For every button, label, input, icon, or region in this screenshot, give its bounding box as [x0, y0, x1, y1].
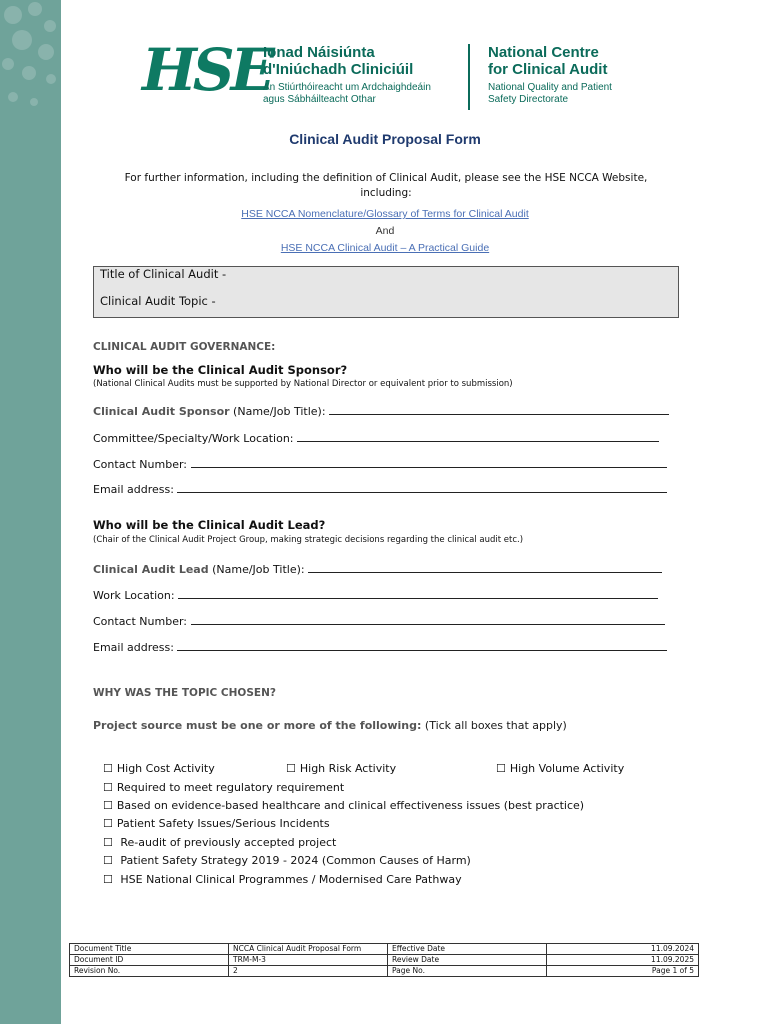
- org-irish-line1: Ionad Náisiúnta: [263, 44, 375, 61]
- decorative-dot: [8, 92, 18, 102]
- checkbox-label: High Risk Activity: [299, 762, 397, 775]
- fill-line: [297, 431, 659, 442]
- fill-line: [329, 404, 669, 415]
- checkbox-clinical-programmes[interactable]: [103, 873, 462, 886]
- governance-heading: CLINICAL AUDIT GOVERNANCE:: [93, 341, 276, 353]
- org-irish-line2: d'Iniúchadh Cliniciúil: [263, 61, 414, 78]
- intro-text: [100, 171, 672, 201]
- project-source-accent: Project source must be one or more of the following:: [93, 719, 422, 732]
- decorative-dot: [4, 6, 22, 24]
- lead-label-accent: Clinical Audit Lead: [93, 563, 209, 576]
- checkbox-icon: ☐: [103, 854, 113, 867]
- checkbox-label: HSE National Clinical Programmes / Modernised Care Pathway: [116, 873, 462, 886]
- sponsor-label-accent: Clinical Audit Sponsor: [93, 405, 230, 418]
- decorative-dot: [44, 20, 56, 32]
- table-cell: 11.09.2024: [547, 944, 699, 955]
- fill-line: [191, 614, 665, 625]
- sponsor-contact-field[interactable]: [93, 457, 667, 471]
- decorative-dot: [22, 66, 36, 80]
- table-cell: Page No.: [388, 966, 547, 977]
- table-row: [70, 955, 699, 966]
- lead-question: Who will be the Clinical Audit Lead?: [93, 518, 326, 532]
- page-header: [138, 38, 658, 118]
- committee-label: Committee/Specialty/Work Location:: [93, 432, 294, 445]
- org-irish-sub2: agus Sábháilteacht Othar: [263, 94, 376, 105]
- table-cell: Document Title: [70, 944, 229, 955]
- table-cell: NCCA Clinical Audit Proposal Form: [229, 944, 388, 955]
- sponsor-label-rest: (Name/Job Title):: [229, 405, 326, 418]
- sponsor-question: Who will be the Clinical Audit Sponsor?: [93, 363, 348, 377]
- hse-logo: [138, 36, 271, 110]
- checkbox-high-risk[interactable]: [286, 762, 396, 775]
- sponsor-name-field[interactable]: [93, 404, 669, 418]
- table-cell: Page 1 of 5: [547, 966, 699, 977]
- checkbox-evidence-based[interactable]: [103, 799, 584, 812]
- fill-line: [177, 482, 667, 493]
- checkbox-high-cost[interactable]: [103, 762, 215, 775]
- checkbox-icon: ☐: [103, 762, 113, 775]
- project-source-text: [93, 719, 567, 732]
- header-divider: [468, 44, 470, 110]
- checkbox-label: High Cost Activity: [116, 762, 215, 775]
- decorative-dot: [30, 98, 38, 106]
- table-cell: Document ID: [70, 955, 229, 966]
- project-source-rest: (Tick all boxes that apply): [421, 719, 567, 732]
- checkbox-label: Based on evidence-based healthcare and clinical effectiveness issues (best practice): [116, 799, 585, 812]
- intro-line2: including:: [360, 187, 412, 199]
- org-english-sub1: National Quality and Patient: [488, 82, 612, 93]
- audit-title-box[interactable]: [93, 266, 679, 318]
- fill-line: [178, 588, 658, 599]
- org-name-english: [488, 44, 612, 106]
- lead-contact-label: Contact Number:: [93, 615, 187, 628]
- checkbox-label: Re-audit of previously accepted project: [116, 836, 337, 849]
- checkbox-regulatory[interactable]: [103, 781, 344, 794]
- table-row: [70, 944, 699, 955]
- sponsor-email-field[interactable]: [93, 482, 667, 496]
- table-cell: Effective Date: [388, 944, 547, 955]
- intro-line1: For further information, including the definition of Clinical Audit, please see the HSE NCCA Website,: [124, 172, 648, 184]
- work-location-field[interactable]: [93, 588, 658, 602]
- lead-name-field[interactable]: [93, 562, 662, 576]
- org-english-sub2: Safety Directorate: [488, 94, 569, 105]
- and-text: And: [375, 225, 395, 237]
- org-irish-sub1: An Stiúrthóireacht um Ardchaighdeáin: [263, 82, 431, 93]
- table-cell: TRM-M-3: [229, 955, 388, 966]
- decorative-dot: [38, 44, 54, 60]
- contact-label: Contact Number:: [93, 458, 187, 471]
- checkbox-high-volume[interactable]: [496, 762, 624, 775]
- checkbox-icon: ☐: [286, 762, 296, 775]
- hse-logo-text: HSE: [142, 36, 271, 104]
- checkbox-icon: ☐: [103, 799, 113, 812]
- decorative-dot: [12, 30, 32, 50]
- checkbox-icon: ☐: [103, 781, 113, 794]
- table-cell: Review Date: [388, 955, 547, 966]
- topic-heading: WHY WAS THE TOPIC CHOSEN?: [93, 687, 276, 699]
- glossary-link[interactable]: HSE NCCA Nomenclature/Glossary of Terms for Clinical Audit: [241, 208, 529, 220]
- lead-label-rest: (Name/Job Title):: [208, 563, 305, 576]
- audit-title-label: Title of Clinical Audit -: [100, 267, 227, 281]
- org-name-irish: [263, 44, 431, 106]
- table-row: [70, 966, 699, 977]
- checkbox-label: Patient Safety Issues/Serious Incidents: [116, 817, 330, 830]
- practical-guide-link[interactable]: HSE NCCA Clinical Audit – A Practical Guide: [280, 242, 490, 254]
- table-cell: 2: [229, 966, 388, 977]
- fill-line: [191, 457, 667, 468]
- lead-note: (Chair of the Clinical Audit Project Group, making strategic decisions regarding the clinical audit etc.): [93, 535, 524, 545]
- decorative-dot: [28, 2, 42, 16]
- table-cell: 11.09.2025: [547, 955, 699, 966]
- committee-field[interactable]: [93, 431, 659, 445]
- checkbox-icon: ☐: [103, 836, 113, 849]
- checkbox-label: High Volume Activity: [509, 762, 625, 775]
- email-label: Email address:: [93, 483, 174, 496]
- sponsor-note: (National Clinical Audits must be supported by National Director or equivalent prior to submission): [93, 379, 513, 389]
- checkbox-icon: ☐: [496, 762, 506, 775]
- table-cell: Revision No.: [70, 966, 229, 977]
- document-control-table: [69, 943, 699, 977]
- checkbox-icon: ☐: [103, 817, 113, 830]
- checkbox-icon: ☐: [103, 873, 113, 886]
- form-title: Clinical Audit Proposal Form: [289, 131, 481, 147]
- fill-line: [177, 640, 667, 651]
- lead-email-field[interactable]: [93, 640, 667, 654]
- fill-line: [308, 562, 662, 573]
- checkbox-patient-safety[interactable]: [103, 817, 330, 830]
- decorative-side-band: [0, 0, 61, 1024]
- work-location-label: Work Location:: [93, 589, 175, 602]
- lead-email-label: Email address:: [93, 641, 174, 654]
- lead-contact-field[interactable]: [93, 614, 665, 628]
- checkbox-label: Patient Safety Strategy 2019 - 2024 (Common Causes of Harm): [116, 854, 471, 867]
- decorative-dot: [46, 74, 56, 84]
- decorative-dot: [2, 58, 14, 70]
- org-english-line1: National Centre: [488, 44, 599, 61]
- org-english-line2: for Clinical Audit: [488, 61, 608, 78]
- checkbox-re-audit[interactable]: [103, 836, 336, 849]
- audit-topic-label: Clinical Audit Topic -: [100, 294, 216, 308]
- checkbox-label: Required to meet regulatory requirement: [116, 781, 345, 794]
- checkbox-safety-strategy[interactable]: [103, 854, 471, 867]
